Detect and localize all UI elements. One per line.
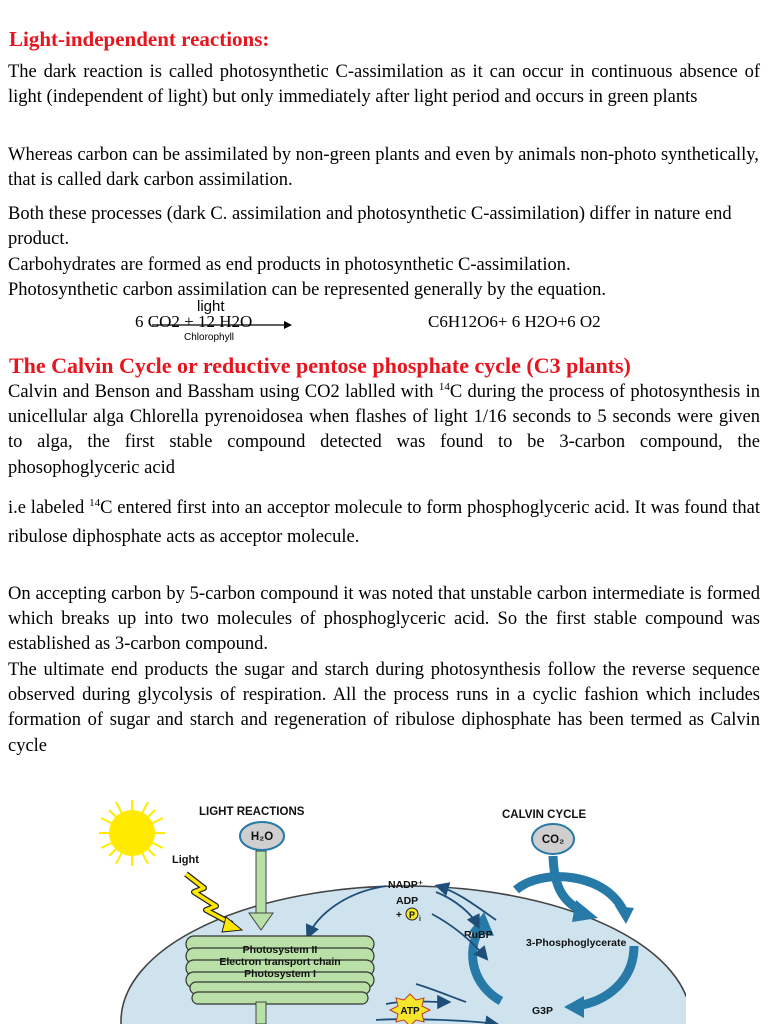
- thylakoid-photosystem-ii: Photosystem II: [242, 944, 318, 956]
- pi-prefix: +: [396, 910, 402, 921]
- calvin-text-a: Calvin and Benson and Bassham using CO2 lablled with: [8, 382, 439, 402]
- rubp-label: RuBP: [464, 929, 493, 941]
- calvin-text-b: C during the process of photosynthesis in unicellular alga Chlorella pyrenoidosea when flashes of light 1/16 seconds to 5 seconds were given to alga, the first stable compound detected was found to be 3-carbon compound, the phosophoglyceric acid: [8, 382, 760, 478]
- calvin-cycle-title: CALVIN CYCLE: [502, 809, 587, 821]
- heading-light-independent: Light-independent reactions:: [9, 27, 270, 51]
- paragraph-calvin-benson: [8, 380, 760, 481]
- calvin-cycle-diagram: [86, 796, 686, 1024]
- paragraph-dark-reaction: The dark reaction is called photosynthetic C-assimilation as it can occur in continuous absence of light (independent of light) but only immediately after light period and occurs in green plants: [8, 62, 760, 108]
- pi-label: P: [408, 910, 416, 920]
- h2o-input-arrow: [249, 851, 273, 930]
- thylakoid-electron-transport: Electron transport chain: [219, 956, 341, 968]
- paragraph-equation-intro: Photosynthetic carbon assimilation can be represented generally by the equation.: [8, 280, 606, 300]
- atp-label: ATP: [400, 1006, 420, 1017]
- nadp-label: NADP⁺: [388, 879, 424, 891]
- adp-label: ADP: [396, 895, 419, 907]
- isotope-superscript: 14: [89, 497, 101, 509]
- pga-label: 3-Phosphoglycerate: [526, 937, 627, 949]
- equation-chlorophyll-label: Chlorophyll: [184, 332, 235, 343]
- paragraph-dark-carbon-assimilation: Whereas carbon can be assimilated by non-green plants and even by animals non-photo synthetically, that is called dark carbon assimilation.: [8, 145, 759, 191]
- paragraph-labeled-carbon: [8, 494, 760, 552]
- paragraph-accepting-carbon: On accepting carbon by 5-carbon compound it was noted that unstable carbon intermediate is formed which breaks up into two molecules of phosphoglyceric acid. So the first stable compound was established as 3-carbon compound.: [8, 584, 760, 655]
- h2o-label: H₂O: [250, 831, 274, 843]
- paragraph-both-processes: Both these processes (dark C. assimilation and photosynthetic C-assimilation) differ in nature end product.: [8, 204, 732, 250]
- labeled-text-b: C entered first into an acceptor molecule to form phosphoglyceric acid. It was found that ribulose diphosphate acts as acceptor molecule.: [8, 498, 760, 547]
- light-reactions-title: LIGHT REACTIONS: [199, 806, 305, 818]
- equation-light-label: light: [197, 298, 225, 315]
- pi-subscript: i: [419, 916, 421, 923]
- paragraph-carbohydrates: Carbohydrates are formed as end products in photosynthetic C-assimilation.: [8, 255, 571, 275]
- equation-products: C6H12O6+ 6 H2O+6 O2: [428, 312, 601, 331]
- light-label: Light: [172, 854, 199, 866]
- g3p-label: G3P: [532, 1005, 554, 1017]
- equation-reactants: 6 CO2 + 12 H2O: [135, 312, 253, 331]
- paragraph-end-products: The ultimate end products the sugar and starch during photosynthesis follow the reverse sequence observed during glycolysis of respiration. All the process runs in a cyclic fashion which includes formation of sugar and starch and regeneration of ribulose diphosphate has been termed as Calvin cycle: [8, 660, 760, 756]
- thylakoid-photosystem-i: Photosystem I: [244, 968, 316, 980]
- labeled-text-a: i.e labeled: [8, 498, 90, 518]
- co2-label: CO₂: [541, 834, 565, 846]
- heading-calvin-cycle: The Calvin Cycle or reductive pentose phosphate cycle (C3 plants): [9, 353, 631, 378]
- sun-icon: [99, 800, 165, 866]
- isotope-superscript: 14: [438, 381, 450, 393]
- equation-arrow: [150, 319, 295, 331]
